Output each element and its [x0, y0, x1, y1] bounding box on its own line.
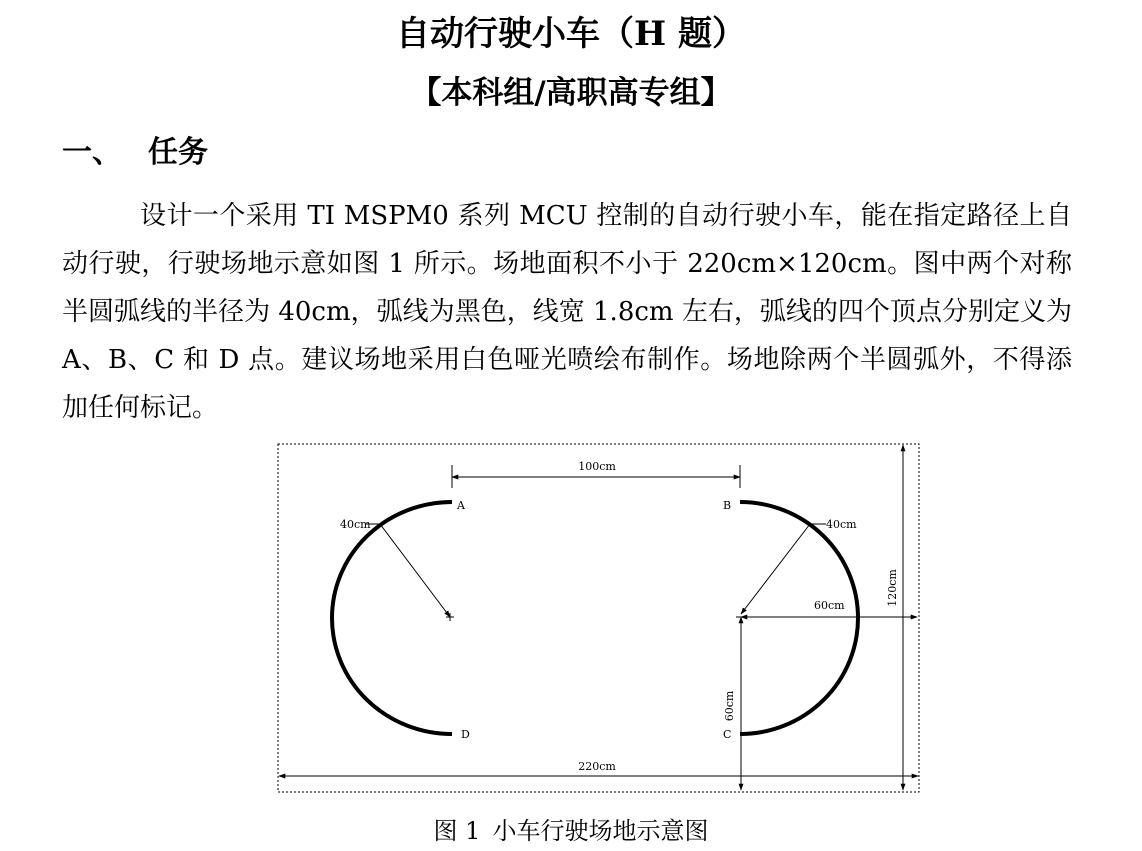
section-title: 任务 — [148, 135, 208, 170]
point-b-label: B — [723, 499, 732, 512]
field-height-label: 120cm — [886, 569, 899, 607]
right-arc — [740, 502, 858, 734]
half-width-label: 60cm — [814, 599, 845, 612]
field-diagram — [270, 438, 930, 798]
task-paragraph: 设计一个采用 TI MSPM0 系列 MCU 控制的自动行驶小车，能在指定路径上自动行驶，行驶场地示意如图 1 所示。场地面积不小于 220cm×120cm。图中两个对称半圆弧线的半径为 40cm，弧线为黑色，线宽 1.8cm 左右，弧线的四个顶点分别定义为 A、B、C 和 D 点。建议场地采用白色哑光喷绘布制作。场地除两个半圆弧外，不得添加任何标记。 — [62, 201, 1072, 423]
section-number: 一、 — [62, 135, 122, 170]
right-radius-label: 40cm — [826, 518, 857, 531]
top-span-label: 100cm — [578, 460, 616, 473]
point-d-label: D — [461, 728, 470, 741]
figure-caption-text: 小车行驶场地示意图 — [492, 817, 709, 845]
field-width-label: 220cm — [578, 760, 616, 773]
left-radius-label: 40cm — [340, 518, 371, 531]
page-title: 自动行驶小车（H 题） — [396, 14, 746, 54]
field-border — [278, 444, 919, 792]
right-radius-line — [741, 524, 810, 614]
section-heading — [62, 130, 662, 176]
point-c-label: C — [723, 728, 732, 741]
left-arc — [332, 502, 452, 734]
point-a-label: A — [457, 499, 465, 512]
page-subtitle: 【本科组/高职高专组】 — [410, 75, 732, 111]
half-height-label: 60cm — [723, 690, 736, 722]
left-radius-line — [380, 524, 450, 617]
figure-caption — [0, 814, 1142, 848]
figure-caption-number: 图 1 — [433, 817, 481, 845]
